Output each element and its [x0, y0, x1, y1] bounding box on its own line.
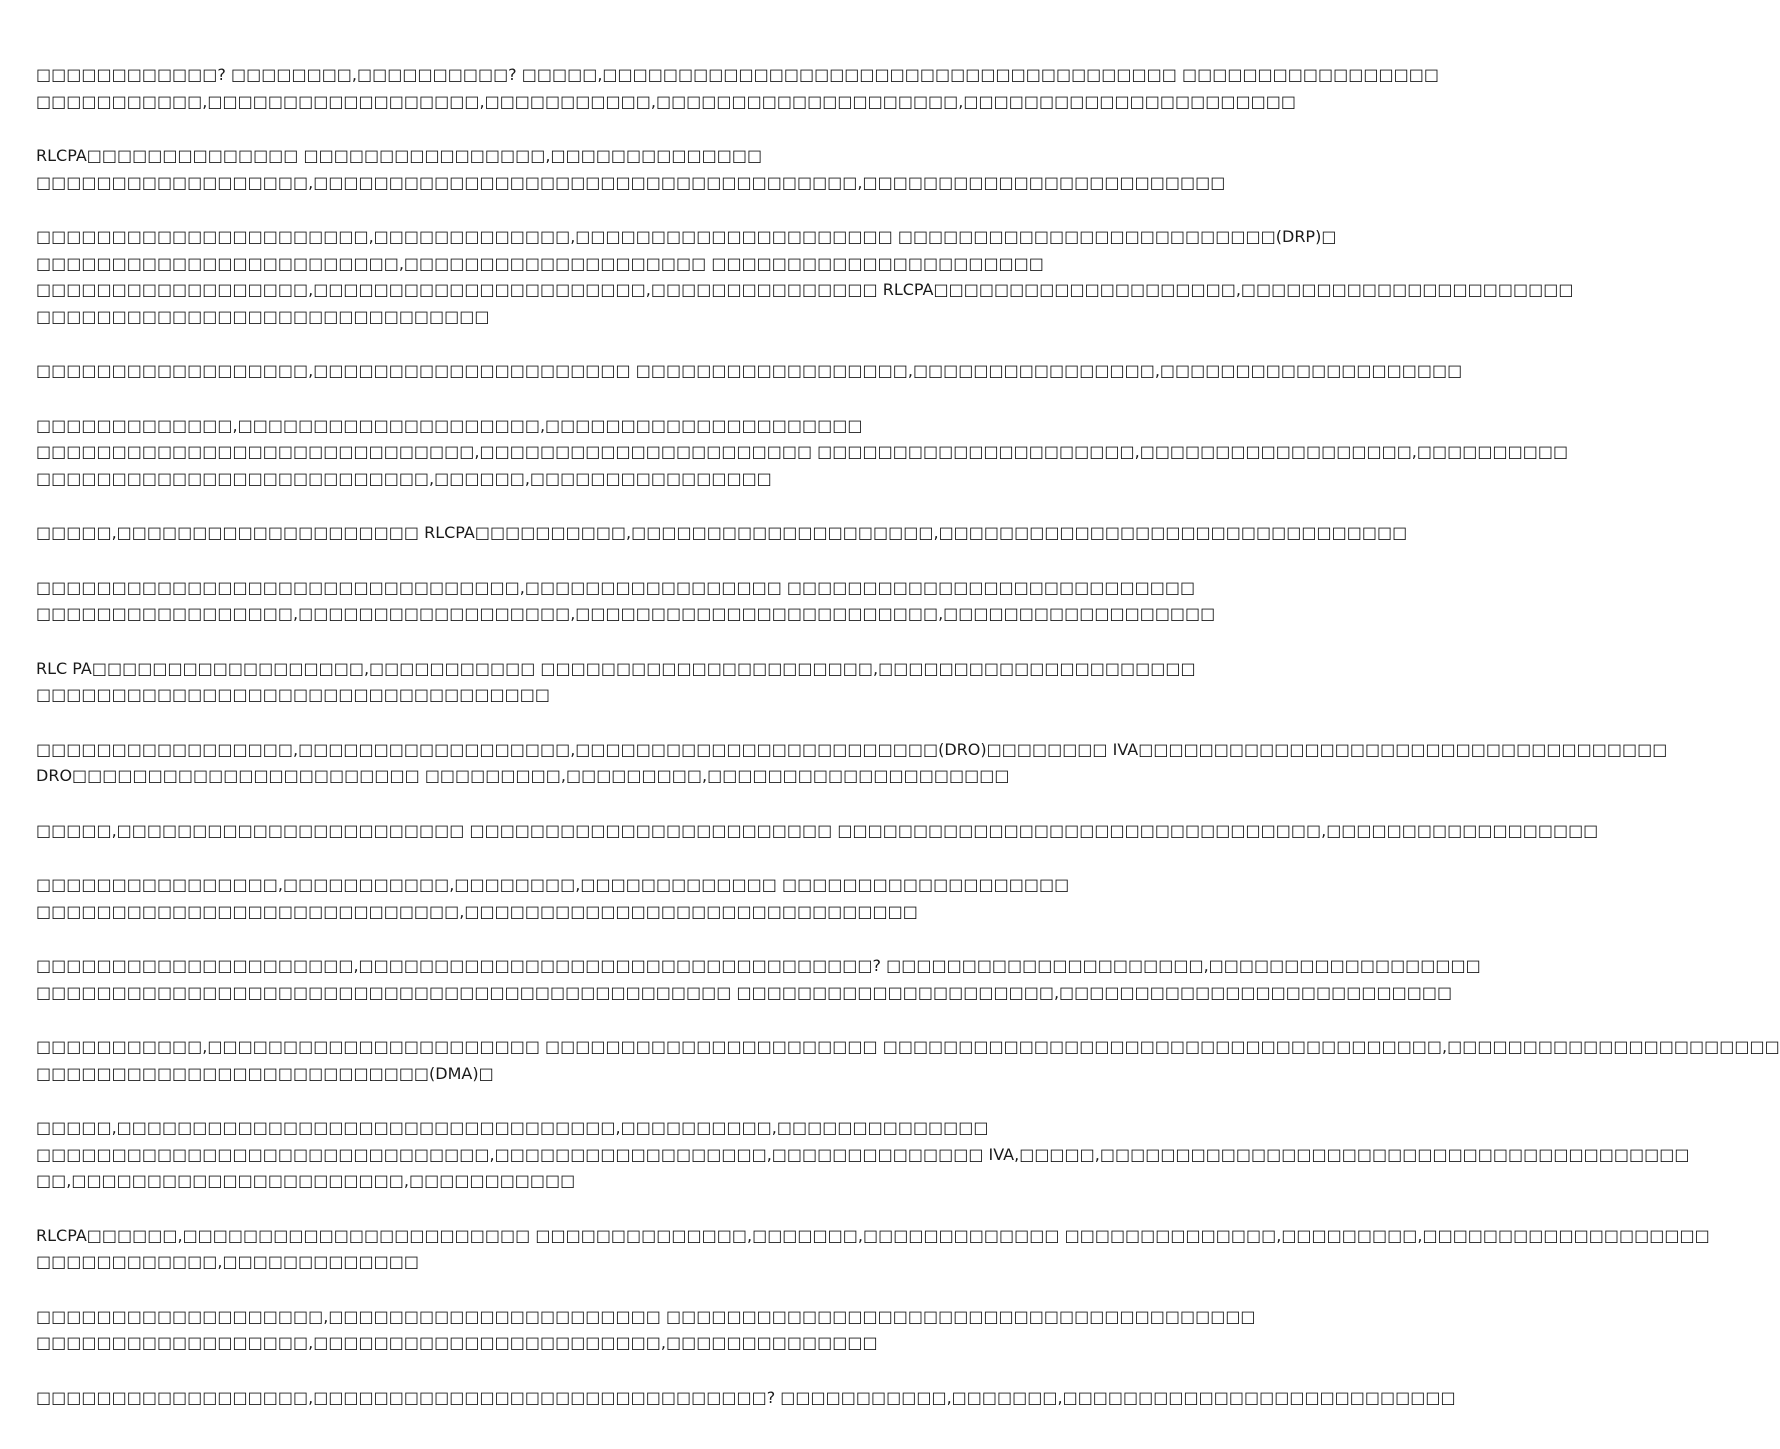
paragraph: [36, 358, 1463, 385]
text-line: □□□□□□□□□□□□□□□□□□□□□□□□□□□□□□□□□□□□□□□□□□□□□□ □□□□□□□□□□□□□□□□□□□□□,□□□□□□□□□□□□□□□□□□□□□□□□□□: [36, 982, 1453, 1002]
text-line: □□□□□□□□□□□□□□□□□□□□□□□□□□□□□□□□,□□□□□□□□□□□□□□□□□ □□□□□□□□□□□□□□□□□□□□□□□□□□□: [36, 577, 1196, 597]
text-line: □□□□□□□□□□□□□□□□,□□□□□□□□□□□,□□□□□□□□,□□□□□□□□□□□□□ □□□□□□□□□□□□□□□□□□□: [36, 875, 1070, 894]
text-line: □□□□□□□□□□□,□□□□□□□□□□□□□□□□□□,□□□□□□□□□□□,□□□□□□□□□□□□□□□□□□□□,□□□□□□□□□□□□□□□□□□□□□□: [36, 91, 1296, 111]
text-line: □□□□□□□□□□□□□□□□□,□□□□□□□□□□□□□□□□□□,□□□□□□□□□□□□□□□□□□□□□□□□(DRO)□□□□□□□□ IVA□□□□□□□□□□□□□□□□□□□□□□□□□□□□□□□□□□□: [36, 739, 1668, 759]
text-line: □□□□□□□□□□□□□,□□□□□□□□□□□□□□□□□□□□,□□□□□□□□□□□□□□□□□□□□□: [36, 415, 863, 435]
paragraph: [36, 656, 1196, 709]
paragraph: [36, 224, 1574, 330]
text-line: RLC PA□□□□□□□□□□□□□□□□□□,□□□□□□□□□□□ □□□□□□□□□□□□□□□□□□□□□□,□□□□□□□□□□□□□□□□□□□□□: [36, 658, 1196, 678]
text-line: □□□□□□□□□□□□□□□□□□□,□□□□□□□□□□□□□□□□□□□□□□ □□□□□□□□□□□□□□□□□□□□□□□□□□□□□□□□□□□□□□□: [36, 1306, 1256, 1326]
text-line: □□□□□□□□□□□□,□□□□□□□□□□□□□: [36, 1252, 420, 1271]
paragraph: [36, 953, 1481, 1006]
text-line: □□□□□□□□□□□□□□□□□□,□□□□□□□□□□□□□□□□□□□□□□,□□□□□□□□□□□□□□□ RLCPA□□□□□□□□□□□□□□□□□□□□,□□□□□□□□□□□□□□□□□□□□□□: [36, 280, 1574, 299]
text-line: □□□□□□□□□□□□□□□□□□□□□□□□□□□□□□,□□□□□□□□□□□□□□□□□□,□□□□□□□□□□□□□□ IVA,□□□□□,□□□□□□□□□□□□□□□□□□□□□□□□□□□□□□□□□□□□□□□: [36, 1144, 1690, 1164]
text-line: □□□□□,□□□□□□□□□□□□□□□□□□□□□□□□□□□□□□□□□,□□□□□□□□□□,□□□□□□□□□□□□□□: [36, 1118, 989, 1137]
text-line: □□□□□□□□□□□□□□□□□□□□□□□□,□□□□□□□□□□□□□□□□□□□□ □□□□□□□□□□□□□□□□□□□□□□: [36, 253, 1044, 273]
paragraph: [36, 1385, 1456, 1412]
paragraph: [36, 575, 1216, 628]
text-line: □□□□□□□□□□□,□□□□□□□□□□□□□□□□□□□□□□ □□□□□□□□□□□□□□□□□□□□□□ □□□□□□□□□□□□□□□□□□□□□□□□□□□□□□□□□□□□□,□□□□□□□□□□□□□□□□□□□□□□: [36, 1037, 1780, 1056]
text-line: □□□□□,□□□□□□□□□□□□□□□□□□□□□□□ □□□□□□□□□□□□□□□□□□□□□□□□ □□□□□□□□□□□□□□□□□□□□□□□□□□□□□□□□,□□□□□□□□□□□□□□□□□□: [36, 820, 1599, 840]
text-line: □□□□□□□□□□□□□□□□□□□□□□□□□□□□□,□□□□□□□□□□□□□□□□□□□□□□ □□□□□□□□□□□□□□□□□□□□□,□□□□□□□□□□□□□□□□□□,□□□□□□□□□□: [36, 442, 1569, 461]
text-line: □□□□□□□□□□□□? □□□□□□□□,□□□□□□□□□□? □□□□□,□□□□□□□□□□□□□□□□□□□□□□□□□□□□□□□□□□□□□□ □□□□□□□□□□□□□□□□□: [36, 65, 1439, 84]
text-line: □□□□□□□□□□□□□□□□□□□□□□,□□□□□□□□□□□□□,□□□□□□□□□□□□□□□□□□□□□ □□□□□□□□□□□□□□□□□□□□□□□□□(DRP)□: [36, 227, 1337, 246]
paragraph: [36, 818, 1599, 845]
text-line: □□□□□□□□□□□□□□□□□□,□□□□□□□□□□□□□□□□□□□□□□□,□□□□□□□□□□□□□□: [36, 1333, 878, 1352]
text-line: □□□□□□□□□□□□□□□□□□□□□,□□□□□□□□□□□□□□□□□□□□□□□□□□□□□□□□□□? □□□□□□□□□□□□□□□□□□□□□,□□□□□□□□□□□□□□□□□□: [36, 956, 1481, 975]
text-line: □□□□□□□□□□□□□□□□□□□□□□□□□□□□□□□□□□: [36, 685, 550, 704]
paragraph: [36, 1223, 1710, 1276]
text-line: RLCPA□□□□□□□□□□□□□□ □□□□□□□□□□□□□□□□,□□□□□□□□□□□□□□: [36, 146, 763, 165]
text-line: □□,□□□□□□□□□□□□□□□□□□□□□□,□□□□□□□□□□□: [36, 1171, 576, 1190]
paragraph: [36, 1115, 1690, 1195]
text-line: □□□□□□□□□□□□□□□□□□,□□□□□□□□□□□□□□□□□□□□□□□□□□□□□□□□□□□□,□□□□□□□□□□□□□□□□□□□□□□□□: [36, 172, 1226, 192]
text-line: □□□□□□□□□□□□□□□□□,□□□□□□□□□□□□□□□□□□,□□□□□□□□□□□□□□□□□□□□□□□□,□□□□□□□□□□□□□□□□□□: [36, 604, 1216, 623]
paragraph: [36, 62, 1439, 115]
text-line: DRO□□□□□□□□□□□□□□□□□□□□□□□ □□□□□□□□□,□□□□□□□□□,□□□□□□□□□□□□□□□□□□□□: [36, 766, 1010, 785]
text-line: □□□□□□□□□□□□□□□□□□□□□□□□□□(DMA)□: [36, 1063, 494, 1083]
text-line: □□□□□□□□□□□□□□□□□□,□□□□□□□□□□□□□□□□□□□□□ □□□□□□□□□□□□□□□□□□,□□□□□□□□□□□□□□□□,□□□□□□□□□□□□□□□□□□□□: [36, 361, 1463, 380]
paragraph: [36, 520, 1408, 547]
text-line: □□□□□□□□□□□□□□□□□□□□□□□□□□□□,□□□□□□□□□□□□□□□□□□□□□□□□□□□□□□: [36, 901, 918, 921]
text-line: □□□□□□□□□□□□□□□□□□□□□□□□□□□□□□: [36, 306, 490, 326]
paragraph: [36, 872, 1070, 925]
paragraph: [36, 1304, 1256, 1357]
document-body: [36, 62, 1780, 1439]
paragraph: [36, 413, 1569, 493]
paragraph: [36, 737, 1668, 790]
paragraph: [36, 1034, 1780, 1087]
paragraph: [36, 143, 1226, 196]
text-line: □□□□□,□□□□□□□□□□□□□□□□□□□□ RLCPA□□□□□□□□□□,□□□□□□□□□□□□□□□□□□□□,□□□□□□□□□□□□□□□□□□□□□□□□□□□□□□□: [36, 523, 1408, 542]
text-line: RLCPA□□□□□□,□□□□□□□□□□□□□□□□□□□□□□□ □□□□□□□□□□□□□□,□□□□□□□,□□□□□□□□□□□□□ □□□□□□□□□□□□□□,□□□□□□□□□,□□□□□□□□□□□□□□□□□□□: [36, 1225, 1710, 1245]
text-line: □□□□□□□□□□□□□□□□□□□□□□□□□□,□□□□□□,□□□□□□□□□□□□□□□□: [36, 468, 772, 488]
text-line: □□□□□□□□□□□□□□□□□□,□□□□□□□□□□□□□□□□□□□□□□□□□□□□□□? □□□□□□□□□□□,□□□□□□□,□□□□□□□□□□□□□□□□□□□□□□□□□□: [36, 1387, 1456, 1407]
